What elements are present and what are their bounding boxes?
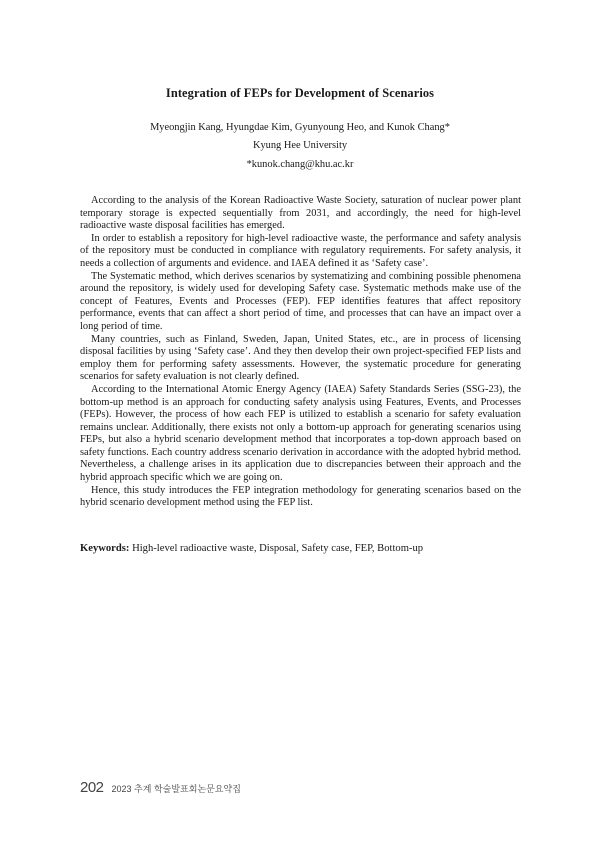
paragraph-4: Many countries, such as Finland, Sweden, Japan, United States, etc., are in process of licensing disposal facilities by using ‘Safety case’. And they then develop their own project-specified FEP lists and employ them for performing safety assessments. However, the systematic procedure for generating scenarios for safety evaluation is not clearly defined. bbox=[80, 333, 521, 383]
email[interactable]: *kunok.chang@khu.ac.kr bbox=[246, 159, 354, 170]
proceedings-name: 2023 추계 학술발표회논문요약집 bbox=[111, 784, 241, 794]
paragraph-3: The Systematic method, which derives scenarios by systematizing and combining possible phenomena around the repository, is widely used for developing Safety case. Systematic methods make use of the concept of Features, Events and Processes (FEP). FEP identifies features that affect repository performance, events that can affect a short period of time, and processes that can have an impact over a long period of time. bbox=[80, 270, 521, 332]
keywords-label: Keywords: bbox=[80, 543, 130, 554]
paragraph-2: In order to establish a repository for high-level radioactive waste, the performance and safety analysis of the repository must be conducted in compliance with regulatory requirements. For safety analysis, it needs a collection of arguments and evidence. and IAEA defined it as ‘Safety case’. bbox=[80, 232, 521, 269]
abstract-body bbox=[80, 195, 521, 510]
page-number: 202 bbox=[80, 779, 104, 796]
paragraph-6: Hence, this study introduces the FEP integration methodology for generating scenarios based on the hybrid scenario development method using the FEP list. bbox=[80, 484, 521, 509]
paper-title: Integration of FEPs for Development of Scenarios bbox=[165, 86, 435, 100]
paragraph-5: According to the International Atomic Energy Agency (IAEA) Safety Standards Series (SSG-23), the bottom-up method is an approach for conducting safety analysis using Features, Events, and Processes (FEPs). However, the process of how each FEP is utilized to establish a scenario for safety evaluation remains unclear. Additionally, there exists not only a bottom-up approach for generating scenarios using FEPs, but also a hybrid scenario development method that incorporates a top-down approach based on safety functions. Each country address scenario derivation in accordance with the adopted hybrid method. Nevertheless, a challenge arises in its application due to discrepancies between their approach and the hybrid approach specific which we are going on. bbox=[80, 383, 521, 484]
paragraph-1: According to the analysis of the Korean Radioactive Waste Society, saturation of nuclear power plant temporary storage is expected sequentially from 2031, and accordingly, the need for high-level radioactive waste disposal facilities has emerged. bbox=[80, 195, 521, 232]
keywords bbox=[80, 543, 521, 554]
page-footer bbox=[80, 779, 241, 796]
affiliation: Kyung Hee University bbox=[252, 140, 348, 151]
authors: Myeongjin Kang, Hyungdae Kim, Gyunyoung Heo, and Kunok Chang* bbox=[150, 122, 450, 133]
keywords-text: High-level radioactive waste, Disposal, Safety case, FEP, Bottom-up bbox=[129, 543, 424, 554]
